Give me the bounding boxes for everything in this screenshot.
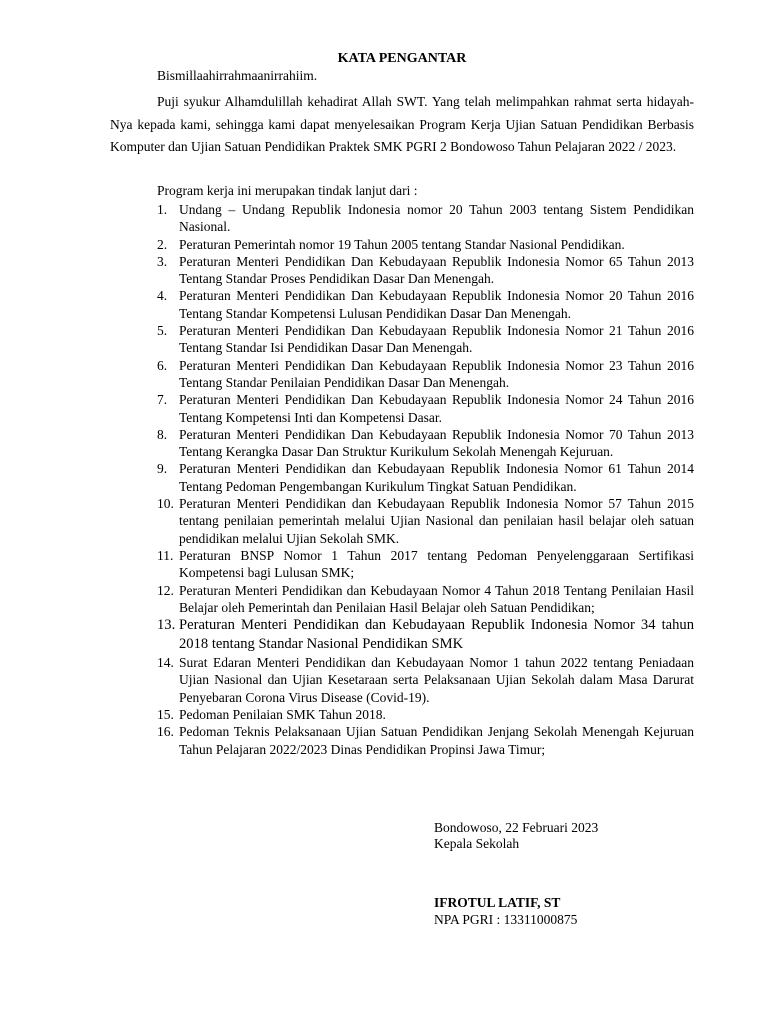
list-item-text: Undang – Undang Republik Indonesia nomor 20 Tahun 2003 tentang Sistem Pendidikan Nasional. [179,202,694,235]
list-item-number: 11. [157,547,174,563]
list-item-number: 13. [157,617,176,634]
list-item-text: Peraturan Menteri Pendidikan Dan Kebudayaan Republik Indonesia Nomor 20 Tahun 2016 Tentang Standar Kompetensi Lulusan Pendidikan Dasar Dan Menengah. [179,288,694,321]
list-item [157,426,694,461]
list-item [157,654,694,706]
opening-salutation: Bismillaahirrahmaanirrahiim. [157,68,318,83]
signatory-npa: NPA PGRI : 13311000875 [434,912,578,927]
list-item-text: Peraturan Menteri Pendidikan Dan Kebudayaan Republik Indonesia Nomor 24 Tahun 2016 Tentang Kompetensi Inti dan Kompetensi Dasar. [179,392,694,425]
reference-list [157,201,694,758]
list-item [157,322,694,357]
list-item-text: Peraturan Menteri Pendidikan Dan Kebudayaan Republik Indonesia Nomor 70 Tahun 2013 Tentang Kerangka Dasar Dan Struktur Kurikulum Sekolah Menengah Kejuruan. [179,426,694,460]
document-title: KATA PENGANTAR [337,51,467,66]
list-item [157,547,694,582]
list-item-number: 3. [157,253,168,269]
list-lead-text: Program kerja ini merupakan tindak lanjut dari : [157,183,418,198]
list-item-text: Surat Edaran Menteri Pendidikan dan Kebudayaan Nomor 1 tahun 2022 tentang Peniadaan Ujian Nasional dan Ujian Kesetaraan serta Pelaksanaan Ujian Sekolah dalam Masa Darurat Penyebaran Corona Virus Disease (Covid-19). [179,655,694,705]
intro-paragraph: Puji syukur Alhamdulillah kehadirat Allah SWT. Yang telah melimpahkan rahmat serta hidayah-Nya kepada kami, sehingga kami dapat menyelesaikan Program Kerja Ujian Satuan Pendidikan Berbasis Komputer dan Ujian Satuan Pendidikan Praktek SMK PGRI 2 Bondowoso Tahun Pelajaran 2022 / 2023. [110,94,694,154]
list-item [157,582,694,617]
list-item [157,391,694,426]
list-item-number: 10. [157,496,174,512]
list-item-number: 14. [157,655,174,671]
list-item [157,287,694,322]
list-item-text: Pedoman Penilaian SMK Tahun 2018. [179,707,386,723]
signature-place-date: Bondowoso, 22 Februari 2023 [434,820,599,835]
list-item-text: Peraturan Menteri Pendidikan dan Kebudayaan Republik Indonesia Nomor 61 Tahun 2014 Tentang Pedoman Pengembangan Kurikulum Tingkat Satuan Pendidikan. [179,461,694,494]
list-item [157,495,694,547]
list-item-text: Peraturan Pemerintah nomor 19 Tahun 2005 tentang Standar Nasional Pendidikan. [179,236,625,252]
list-item-text: Peraturan Menteri Pendidikan dan Kebudayaan Nomor 4 Tahun 2018 Tentang Penilaian Hasil Belajar oleh Pemerintah dan Penilaian Hasil Belajar oleh Satuan Pendidikan; [179,582,694,615]
list-item-text: Pedoman Teknis Pelaksanaan Ujian Satuan Pendidikan Jenjang Sekolah Menengah Kejuruan Tahun Pelajaran 2022/2023 Dinas Pendidikan Propinsi Jawa Timur; [179,724,694,757]
list-item-number: 2. [157,236,168,252]
list-item-text: Peraturan Menteri Pendidikan Dan Kebudayaan Republik Indonesia Nomor 65 Tahun 2013 Tentang Standar Proses Pendidikan Dasar Dan Menengah. [179,253,694,287]
list-item-text: Peraturan BNSP Nomor 1 Tahun 2017 tentang Pedoman Penyelenggaraan Sertifikasi Kompetensi bagi Lulusan SMK; [179,547,694,581]
list-item [157,616,694,654]
list-item [157,236,694,253]
list-item-number: 15. [157,707,174,723]
signature-role: Kepala Sekolah [434,836,520,851]
list-item-text: Peraturan Menteri Pendidikan dan Kebudayaan Republik Indonesia Nomor 34 tahun 2018 tentang Standar Nasional Pendidikan SMK [179,617,694,653]
signatory-name: IFROTUL LATIF, ST [434,895,561,910]
list-item [157,357,694,392]
list-item-number: 8. [157,426,168,442]
list-item [157,253,694,288]
list-item-number: 12. [157,582,174,598]
list-item-number: 1. [157,202,168,217]
list-item-number: 6. [157,357,168,373]
list-item-number: 4. [157,288,168,304]
list-item [157,706,694,723]
list-item [157,723,694,758]
list-item-text: Peraturan Menteri Pendidikan Dan Kebudayaan Republik Indonesia Nomor 21 Tahun 2016 Tentang Standar Isi Pendidikan Dasar Dan Menengah. [179,323,694,356]
list-item-text: Peraturan Menteri Pendidikan dan Kebudayaan Republik Indonesia Nomor 57 Tahun 2015 tentang penilaian pemerintah melalui Ujian Nasional dan penilaian hasil belajar oleh satuan pendidikan melalui Ujian Sekolah SMK. [179,496,694,546]
list-item-number: 16. [157,724,174,740]
list-item-number: 9. [157,461,168,477]
list-item-number: 5. [157,323,168,339]
list-item [157,460,694,495]
list-item [157,201,694,236]
list-item-number: 7. [157,392,168,408]
list-item-text: Peraturan Menteri Pendidikan Dan Kebudayaan Republik Indonesia Nomor 23 Tahun 2016 Tentang Standar Penilaian Pendidikan Dasar Dan Menengah. [179,357,694,390]
